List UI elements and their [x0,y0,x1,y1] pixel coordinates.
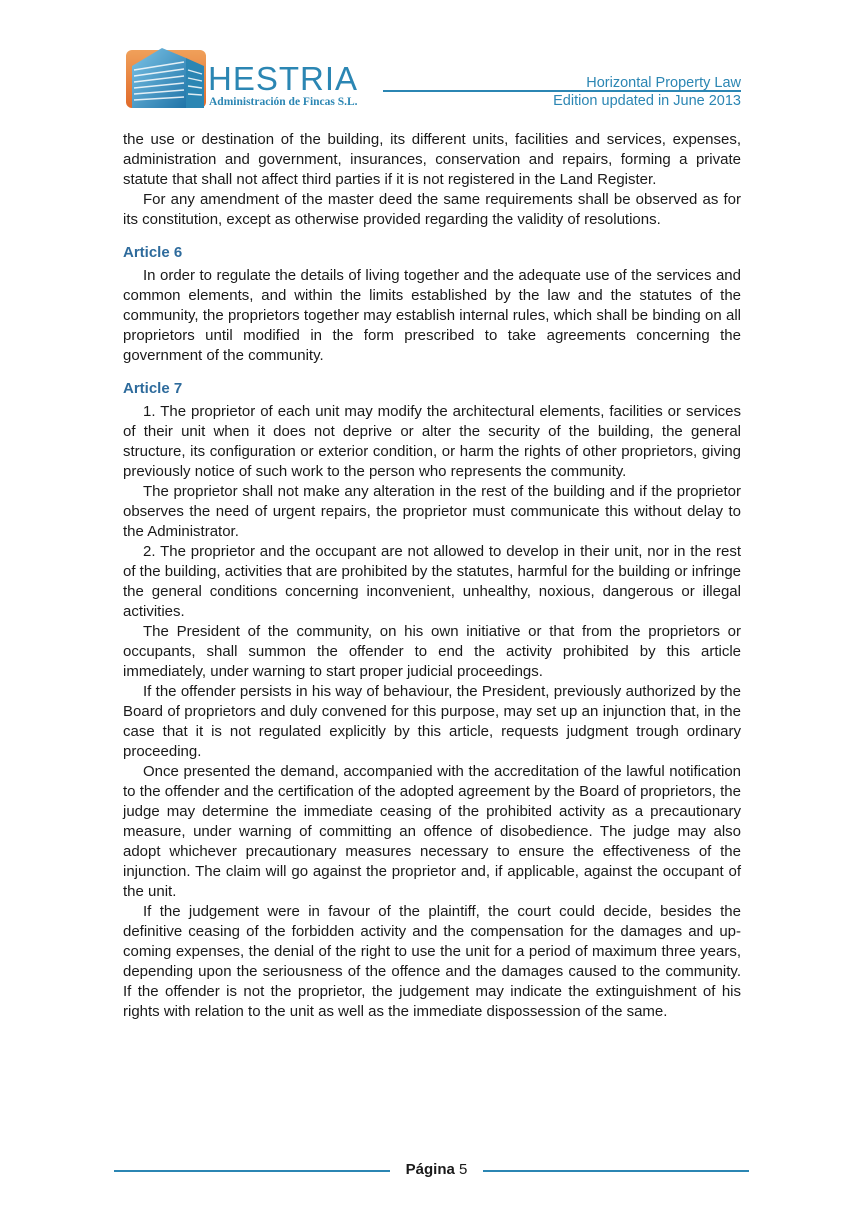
paragraph: 2. The proprietor and the occupant are not allowed to develop in their unit, nor in the rest of the building, activities that are prohibited by the statutes, harmful for the building or infringe the general conditions concerning inconvenient, unhealthy, noxious, dangerous or illegal activities. [123,543,741,620]
paragraph: the use or destination of the building, its different units, facilities and services, expenses, administration and government, insurances, conservation and repairs, forming a private statute that shall not affect third parties if it is not registered in the Land Register. [123,131,741,188]
footer-divider-left [114,1170,390,1172]
logo-name: HESTRIA [208,60,359,97]
page-number-value: 5 [459,1161,468,1178]
article-7-heading: Article 7 [123,380,183,397]
page-label: Página [405,1161,455,1178]
footer-divider-right [483,1170,749,1172]
paragraph: If the offender persists in his way of behaviour, the President, previously authorized by the Board of proprietors and duly convened for this purpose, may set up an injunction that, in the case that it is not regulated explicitly by this article, requests judgment trough ordinary proceeding. [123,683,741,760]
paragraph: For any amendment of the master deed the same requirements shall be observed as for its constitution, except as otherwise provided regarding the validity of resolutions. [123,191,741,228]
company-logo [124,40,374,112]
document-edition: Edition updated in June 2013 [553,93,741,109]
paragraph: 1. The proprietor of each unit may modify the architectural elements, facilities or services of their unit when it does not deprive or alter the security of the building, the general structure, its configuration or exterior condition, or harm the rights of other proprietors, giving previously notice of such work to the person who represents the community. [123,403,741,480]
logo-subtitle: Administración de Fincas S.L. [209,96,358,108]
document-title: Horizontal Property Law [586,75,741,91]
paragraph: If the judgement were in favour of the plaintiff, the court could decide, besides the definitive ceasing of the forbidden activity and the compensation for the damages and up-coming expenses, the denial of the right to use the unit for a period of maximum three years, depending upon the seriousness of the offence and the damages caused to the community. If the offender is not the proprietor, the judgement may indicate the extinguishment of his rights with relation to the unit as well as the immediate dispossession of the same. [123,903,741,1020]
paragraph: Once presented the demand, accompanied with the accreditation of the lawful notification to the offender and the certification of the adopted agreement by the Board of proprietors, the judge may determine the immediate ceasing of the prohibited activity as a precautionary measure, under warning of committing an offence of disobedience. The judge may also adopt whichever precautionary measures necessary to ensure the effectiveness of the injunction. The claim will go against the proprietor and, if applicable, against the occupant of the unit. [123,763,741,900]
paragraph: The President of the community, on his own initiative or that from the proprietors or occupants, shall summon the offender to end the activity prohibited by this article immediately, under warning to start proper judicial proceedings. [123,623,741,680]
paragraph: The proprietor shall not make any alteration in the rest of the building and if the proprietor observes the need of urgent repairs, the proprietor must communicate this without delay to the Administrator. [123,483,741,540]
article-6-heading: Article 6 [123,244,183,261]
paragraph: In order to regulate the details of living together and the adequate use of the services and common elements, and within the limits established by the law and the statutes of the community, the proprietors together may establish internal rules, which shall be binding on all proprietors until modified in the form prescribed to take agreements concerning the government of the community. [123,267,741,364]
building-logo-icon [124,40,208,110]
page-number [390,1160,483,1180]
document-body [123,130,741,1022]
